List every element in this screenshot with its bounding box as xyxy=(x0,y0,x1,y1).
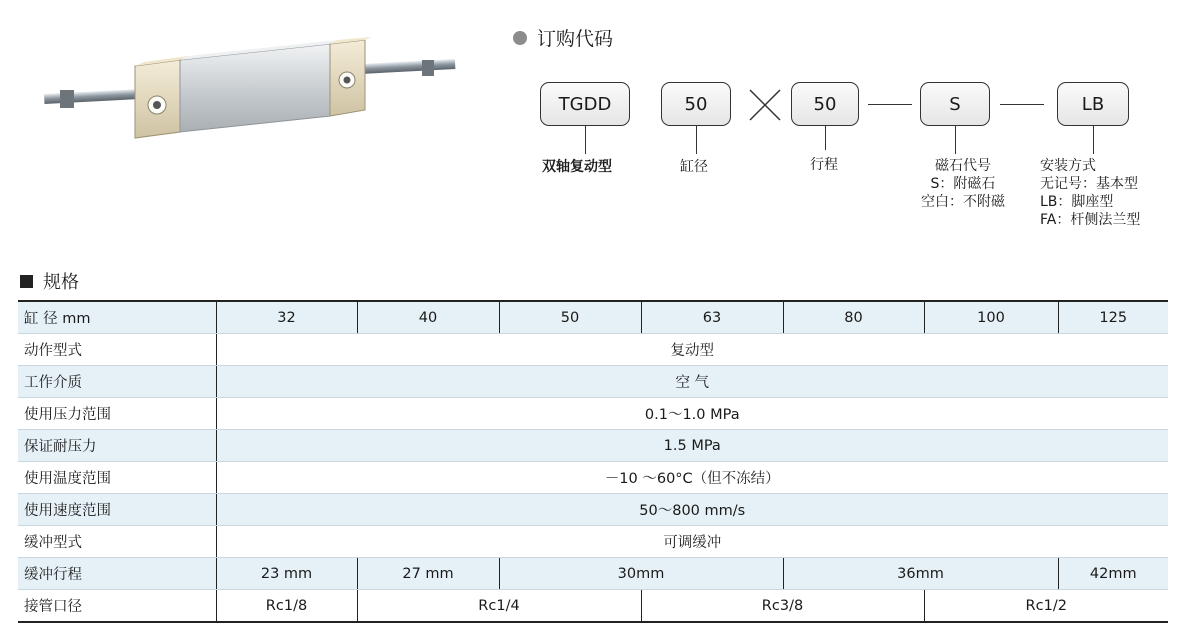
connector-line xyxy=(1093,126,1094,154)
cushion-cell: 27 mm xyxy=(357,558,499,590)
row-label: 缸 径 mm xyxy=(18,301,216,334)
connector-line xyxy=(696,126,697,154)
dash-line xyxy=(868,104,912,105)
spec-table xyxy=(18,300,1168,623)
table-row xyxy=(18,526,1168,558)
bore-cell: 32 xyxy=(216,301,357,334)
row-value: 0.1～1.0 MPa xyxy=(216,398,1168,430)
label-magnet xyxy=(916,157,1010,211)
label-stroke: 行程 xyxy=(810,157,838,173)
bore-cell: 50 xyxy=(499,301,641,334)
code-magnet: S xyxy=(949,93,961,115)
mount-option-lb: LB：脚座型 xyxy=(1040,194,1114,210)
code-bore: 50 xyxy=(684,93,708,115)
bore-cell: 125 xyxy=(1058,301,1168,334)
port-cell: Rc1/4 xyxy=(357,590,641,623)
dash-line xyxy=(1000,104,1044,105)
table-row xyxy=(18,334,1168,366)
label-bore: 缸径 xyxy=(680,159,708,175)
spec-heading xyxy=(20,268,79,294)
row-label: 使用速度范围 xyxy=(18,494,216,526)
mount-option-fa: FA：杆侧法兰型 xyxy=(1040,212,1141,228)
row-label: 使用温度范围 xyxy=(18,462,216,494)
bore-cell: 100 xyxy=(924,301,1058,334)
row-value: －10 ～60°C（但不冻结） xyxy=(216,462,1168,494)
bore-cell: 40 xyxy=(357,301,499,334)
row-label: 保证耐压力 xyxy=(18,430,216,462)
magnet-option-s: S：附磁石 xyxy=(930,176,996,192)
row-label: 接管口径 xyxy=(18,590,216,623)
code-mount: LB xyxy=(1081,93,1105,115)
magnet-option-blank: 空白：不附磁 xyxy=(921,194,1005,210)
table-row xyxy=(18,301,1168,334)
code-box-stroke xyxy=(791,82,859,126)
square-bullet-icon xyxy=(20,275,33,288)
bore-cell: 63 xyxy=(641,301,783,334)
table-row xyxy=(18,558,1168,590)
row-label: 缓冲型式 xyxy=(18,526,216,558)
port-cell: Rc1/8 xyxy=(216,590,357,623)
cushion-cell: 36mm xyxy=(783,558,1058,590)
row-label: 使用压力范围 xyxy=(18,398,216,430)
table-row xyxy=(18,366,1168,398)
code-model: TGDD xyxy=(558,93,612,115)
table-row xyxy=(18,590,1168,623)
order-code-title: 订购代码 xyxy=(537,28,614,50)
table-row xyxy=(18,494,1168,526)
cushion-cell: 42mm xyxy=(1058,558,1168,590)
table-row xyxy=(18,398,1168,430)
row-value: 复动型 xyxy=(216,334,1168,366)
code-box-magnet xyxy=(920,82,990,126)
label-model: 双轴复动型 xyxy=(542,159,612,175)
row-value: 空 气 xyxy=(216,366,1168,398)
code-box-mount xyxy=(1057,82,1129,126)
code-box-model xyxy=(540,82,630,126)
cushion-cell: 30mm xyxy=(499,558,783,590)
magnet-title: 磁石代号 xyxy=(935,158,991,174)
mount-title: 安装方式 xyxy=(1040,158,1096,174)
order-code-heading xyxy=(513,24,613,51)
row-value: 50～800 mm/s xyxy=(216,494,1168,526)
port-cell: Rc3/8 xyxy=(641,590,924,623)
bullet-dot-icon xyxy=(513,31,527,45)
connector-line xyxy=(585,126,586,154)
bore-cell: 80 xyxy=(783,301,924,334)
code-stroke: 50 xyxy=(813,93,837,115)
cylinder-image xyxy=(40,30,460,160)
row-label: 缓冲行程 xyxy=(18,558,216,590)
label-mount xyxy=(1040,157,1140,229)
table-row xyxy=(18,462,1168,494)
row-label: 动作型式 xyxy=(18,334,216,366)
port-cell: Rc1/2 xyxy=(924,590,1168,623)
connector-line xyxy=(825,126,826,150)
row-value: 可调缓冲 xyxy=(216,526,1168,558)
cushion-cell: 23 mm xyxy=(216,558,357,590)
mount-option-basic: 无记号：基本型 xyxy=(1040,176,1138,192)
row-label: 工作介质 xyxy=(18,366,216,398)
row-value: 1.5 MPa xyxy=(216,430,1168,462)
code-box-bore xyxy=(661,82,731,126)
connector-line xyxy=(955,126,956,154)
table-row xyxy=(18,430,1168,462)
times-icon xyxy=(748,88,782,122)
spec-title: 规格 xyxy=(43,272,79,293)
